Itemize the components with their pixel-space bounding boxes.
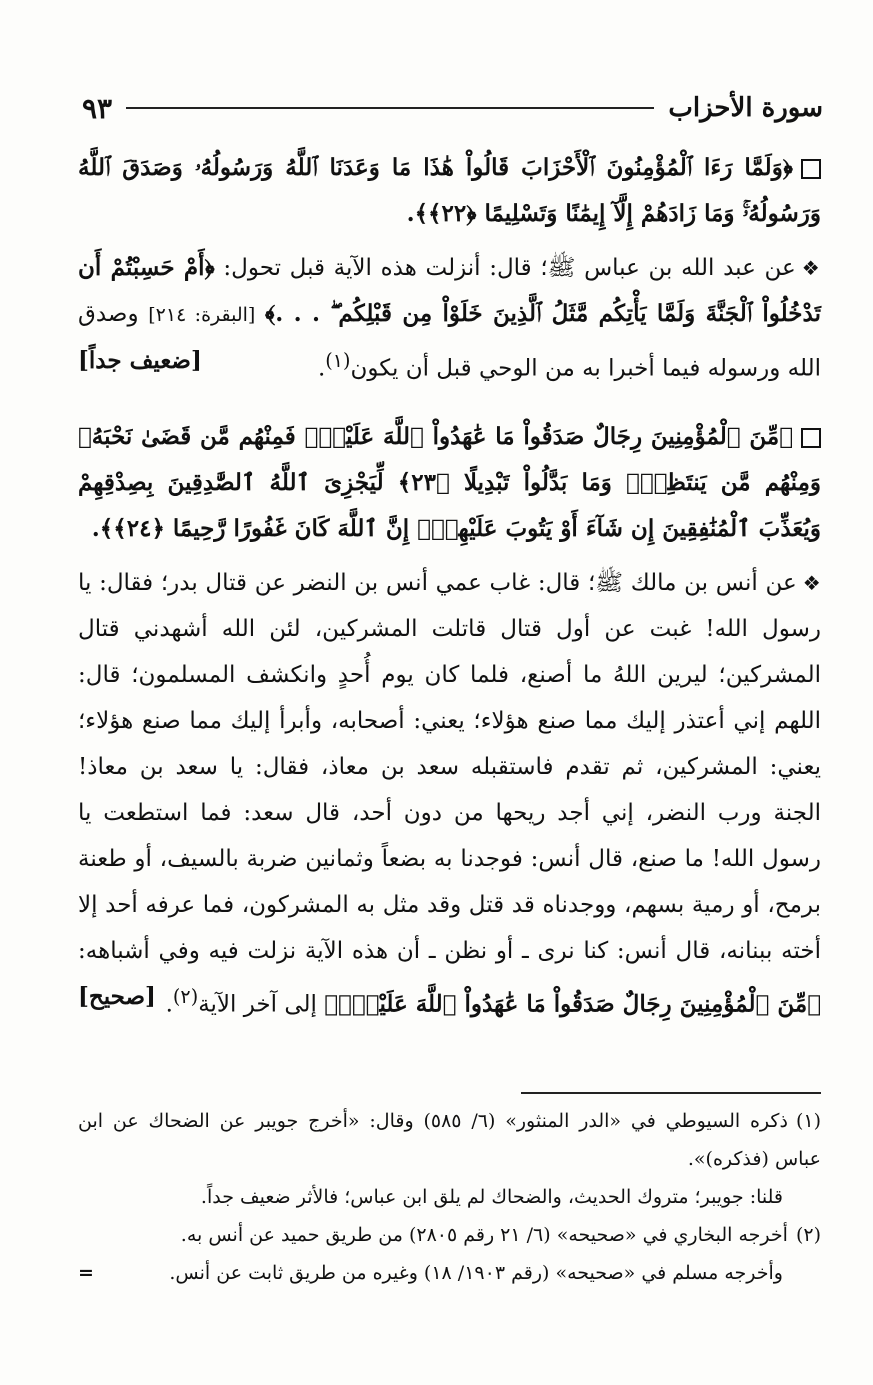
hadith-intro: عن عبد الله بن عباس ﷺ؛ قال: أنزلت هذه الآية قبل تحول: xyxy=(214,255,796,281)
footnote-1 xyxy=(78,1102,821,1178)
hadith-end: . xyxy=(317,355,326,382)
footnote-marker: (٢) xyxy=(172,984,199,1008)
diamond-bullet-icon: ❖ xyxy=(802,570,822,595)
footnote-note-text: وأخرجه مسلم في «صحيحه» (رقم ١٩٠٣/ ١٨) وغيره من طريق ثابت عن أنس. xyxy=(169,1262,783,1284)
footnote-2-note xyxy=(78,1254,821,1292)
hadith-text: وصدق الله ورسوله فيما أخبرا به من الوحي قبل أن يكون xyxy=(78,301,821,382)
page-header xyxy=(82,88,823,128)
page-body xyxy=(78,145,821,1027)
surah-title: سورة الأحزاب xyxy=(668,93,823,123)
footnotes xyxy=(78,1102,821,1292)
quran-quote: ﴿أَمْ حَسِبْتُمْ أَن تَدْخُلُواْ ٱلْجَنَّةَ وَلَمَّا يَأْتِكُم مَّثَلُ ٱلَّذِينَ خَلَوْاْ مِن قَبْلِكُم ۖ . . .﴾ xyxy=(78,254,821,327)
quran-verse: ﴿وَلَمَّا رَءَا ٱلْمُؤْمِنُونَ ٱلْأَحْزَابَ قَالُواْ هَٰذَا مَا وَعَدَنَا ٱللَّهُ وَرَسُولُهُۥ وَصَدَقَ ٱللَّهُ وَرَسُولُهُۥۚ وَمَا زَادَهُمْ إِلَّآ إِيمَٰنًا وَتَسْلِيمًا ﴿٢٢﴾﴾. xyxy=(78,154,821,227)
footnote-marker: (١) xyxy=(325,349,351,372)
diamond-bullet-icon: ❖ xyxy=(801,256,821,280)
square-bullet-icon xyxy=(801,428,821,448)
footnote-number: (١) xyxy=(795,1110,821,1132)
hadith-block-1 xyxy=(78,245,821,392)
footnote-1-note: قلنا: جويبر؛ متروك الحديث، والضحاك لم يلق ابن عباس؛ فالأثر ضعيف جداً. xyxy=(200,1186,783,1208)
verse-block-1 xyxy=(78,145,821,237)
continuation-mark: = xyxy=(78,1262,94,1284)
hadith-block-2 xyxy=(78,560,821,1028)
footnote-number: (٢) xyxy=(795,1224,821,1246)
quran-verse: ﴿مِّنَ ٱلْمُؤْمِنِينَ رِجَالٌ صَدَقُواْ مَا عَٰهَدُواْ ٱللَّهَ عَلَيْهِۖ فَمِنْهُم مَّن قَضَىٰ نَحْبَهُۥ وَمِنْهُم مَّن يَنتَظِرُۖ وَمَا بَدَّلُواْ تَبْدِيلًا ﴿٢٣﴾ لِّيَجْزِىَ ٱللَّهُ ٱلصَّٰدِقِينَ بِصِدْقِهِمْ وَيُعَذِّبَ ٱلْمُنَٰفِقِينَ إِن شَآءَ أَوْ يَتُوبَ عَلَيْهِمْۚ إِنَّ ٱللَّهَ كَانَ غَفُورًا رَّحِيمًا ﴿٢٤﴾﴾. xyxy=(78,422,821,542)
hadith-text: عن أنس بن مالك ﷺ؛ قال: غاب عمي أنس بن النضر عن قتال بدر؛ فقال: يا رسول الله! غبت عن أول قتال قاتلت المشركين، لئن الله أشهدني قتال المشركين؛ ليرين اللهُ ما أصنع، فلما كان يوم أُحدٍ وانكشف المسلمون؛ قال: اللهم إني أعتذر إليك مما صنع هؤلاء؛ يعني: أصحابه، وأبرأ إليك مما صنع هؤلاء؛ يعني: المشركين، ثم تقدم فاستقبله سعد بن معاذ، فقال: يا سعد بن معاذ! الجنة ورب النضر، إني أجد ريحها من دون أحد، قال سعد: فما استطعت يا رسول الله! ما صنع، قال أنس: فوجدنا به بضعاً وثمانين ضربة بالسيف، أو طعنة برمح، أو رمية بسهم، ووجدناه قد قتل وقد مثل به المشركون، فما عرفه أحد إلا أخته ببنانه، قال أنس: كنا نرى ـ أو نظن ـ أن هذه الآية نزلت فيه وفي أشباهه: xyxy=(78,569,821,964)
footnote-2 xyxy=(78,1216,821,1254)
quran-quote: ﴿مِّنَ ٱلْمُؤْمِنِينَ رِجَالٌ صَدَقُواْ مَا عَٰهَدُواْ ٱللَّهَ عَلَيْهِۖ﴾ xyxy=(324,990,821,1018)
square-bullet-icon xyxy=(801,159,821,179)
hadith-grade: [صحيح] xyxy=(78,982,156,1010)
verse-reference: [البقرة: ٢١٤] xyxy=(148,304,256,326)
footnote-text: أخرجه البخاري في «صحيحه» (٦/ ٢١ رقم ٢٨٠٥) من طريق حميد عن أنس به. xyxy=(180,1224,788,1246)
header-rule xyxy=(126,107,654,109)
hadith-grade: [ضعيف جداً] xyxy=(78,347,202,374)
hadith-end: . xyxy=(165,991,173,1018)
footnote-rule xyxy=(521,1092,821,1094)
footnote-text: ذكره السيوطي في «الدر المنثور» (٦/ ٥٨٥) وقال: «أخرج جويبر عن الضحاك عن ابن عباس (فذكره)». xyxy=(78,1110,821,1170)
verse-block-2 xyxy=(78,414,821,552)
hadith-text-end: إلى آخر الآية xyxy=(198,991,325,1018)
page-number: ٩٣ xyxy=(82,91,113,125)
